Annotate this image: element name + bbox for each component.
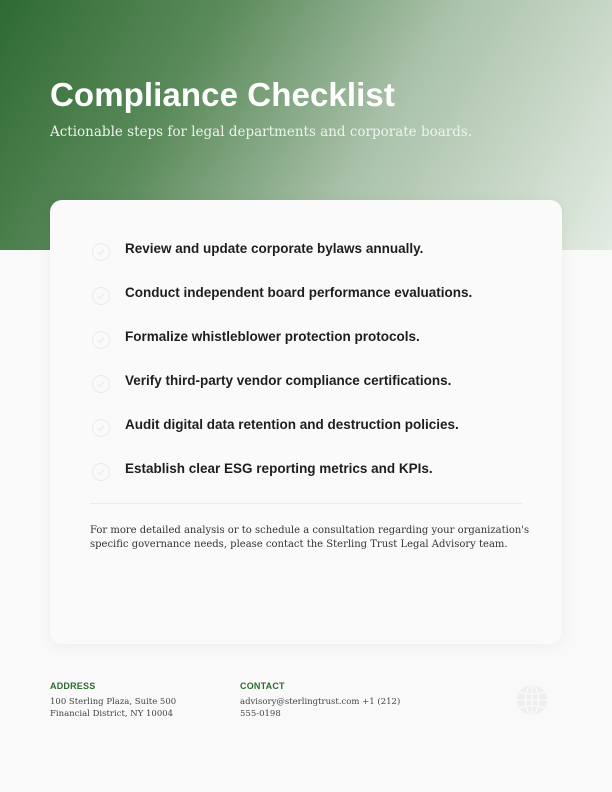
check-circle-icon xyxy=(92,331,110,349)
contact-line-1: advisory@sterlingtrust.com +1 (212) xyxy=(240,697,401,707)
check-circle-icon xyxy=(92,419,110,437)
address-heading: ADDRESS xyxy=(50,681,96,691)
address-line-2: Financial District, NY 10004 xyxy=(50,709,174,719)
checklist-item-label: Establish clear ESG reporting metrics and KPIs. xyxy=(125,461,433,476)
checklist-item-label: Verify third-party vendor compliance certifications. xyxy=(125,373,452,388)
globe-icon xyxy=(515,683,549,717)
check-circle-icon xyxy=(92,287,110,305)
page-title: Compliance Checklist xyxy=(50,76,395,113)
checklist-item-label: Review and update corporate bylaws annually. xyxy=(125,241,424,256)
divider xyxy=(90,503,522,504)
footer-contact xyxy=(240,681,400,720)
address-line-1: 100 Sterling Plaza, Suite 500 xyxy=(50,697,177,707)
page-subtitle: Actionable steps for legal departments and corporate boards. xyxy=(50,124,473,140)
checklist-item-label: Conduct independent board performance evaluations. xyxy=(125,285,473,300)
checklist-card xyxy=(50,200,562,644)
footer-address xyxy=(50,681,176,720)
contact-heading: CONTACT xyxy=(240,681,285,691)
check-circle-icon xyxy=(92,463,110,481)
checklist-item-label: Audit digital data retention and destruction policies. xyxy=(125,417,459,432)
contact-line-2: 555-0198 xyxy=(240,709,281,719)
check-circle-icon xyxy=(92,243,110,261)
contact-note: For more detailed analysis or to schedule a consultation regarding your organization's specific governance needs, please contact the Sterling Trust Legal Advisory team. xyxy=(90,525,530,550)
checklist-item-label: Formalize whistleblower protection protocols. xyxy=(125,329,420,344)
check-circle-icon xyxy=(92,375,110,393)
